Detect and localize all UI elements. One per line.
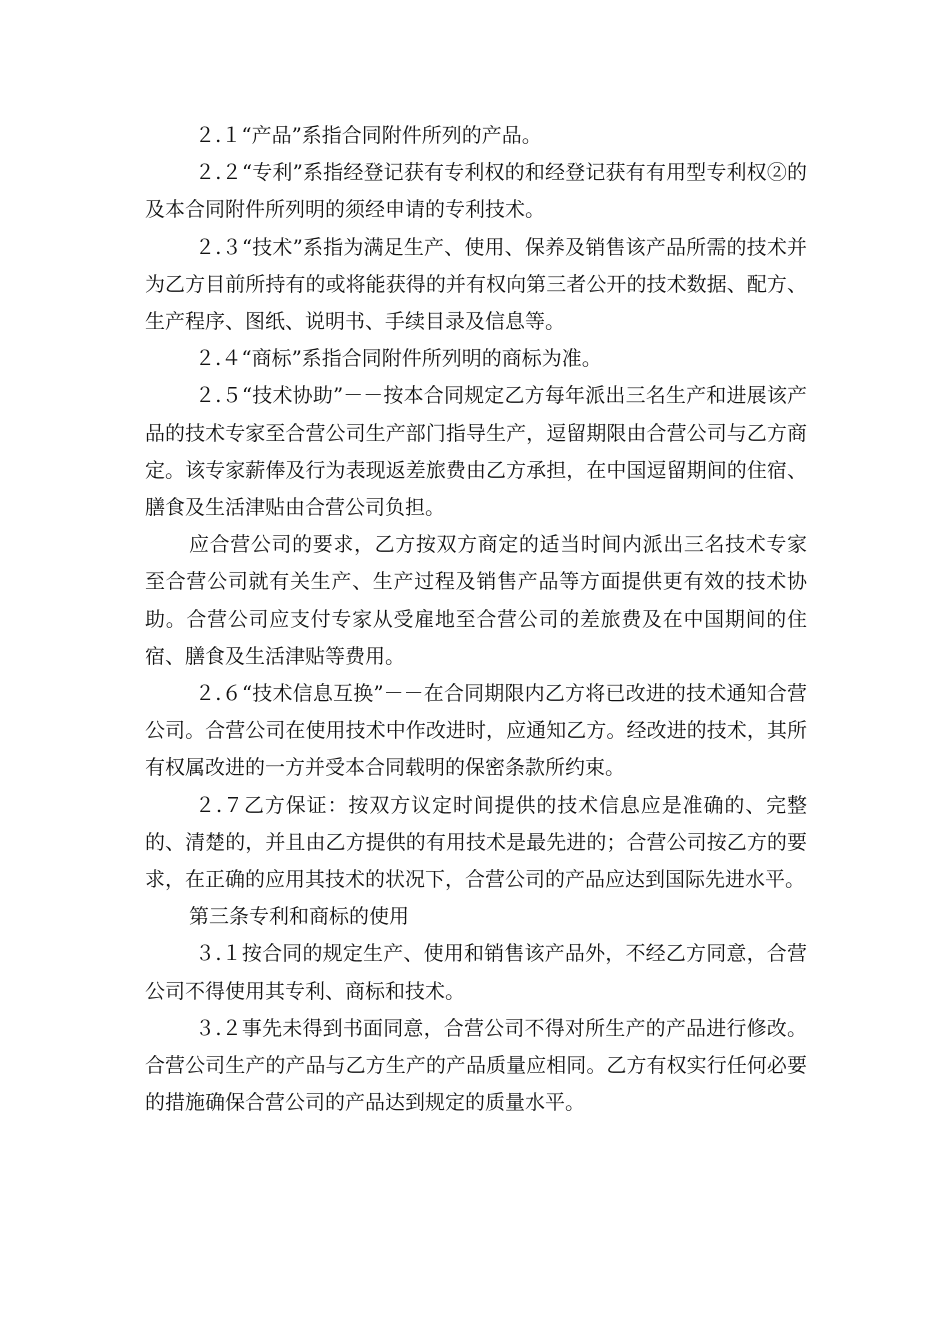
clause-2-6: ２.６“技术信息互换”－－在合同期限内乙方将已改进的技术通知合营公司。合营公司在使用技术中作改进时，应通知乙方。经改进的技术，其所有权属改进的一方并受本合同载明的保密条款所约束。 — [145, 681, 807, 780]
clause-2-3: ２.３“技术”系指为满足生产、使用、保养及销售该产品所需的技术并为乙方目前所持有的或将能获得的并有权向第三者公开的技术数据、配方、生产程序、图纸、说明书、手续目录及信息等。 — [145, 234, 807, 334]
clause-2-1: ２.１“产品”系指合同附件所列的产品。 — [195, 123, 542, 147]
clause-3-2: ３.２事先未得到书面同意，合营公司不得对所生产的产品进行修改。合营公司生产的产品与乙方生产的产品质量应相同。乙方有权实行任何必要的措施确保合营公司的产品达到规定的质量水平。 — [145, 1015, 807, 1115]
clause-2-5: ２.５“技术协助”－－按本合同规定乙方每年派出三名生产和进展该产品的技术专家至合营公司生产部门指导生产，逗留期限由合营公司与乙方商定。该专家薪俸及行为表现返差旅费由乙方承担，在中国逗留期间的住宿、膳食及生活津贴由合营公司负担。 — [145, 383, 807, 520]
document-body — [145, 117, 807, 1121]
clause-2-7: ２.７乙方保证：按双方议定时间提供的技术信息应是准确的、完整的、清楚的，并且由乙方提供的有用技术是最先进的；合营公司按乙方的要求，在正确的应用其技术的状况下，合营公司的产品应达到国际先进水平。 — [145, 792, 807, 892]
clause-3-1: ３.１按合同的规定生产、使用和销售该产品外，不经乙方同意，合营公司不得使用其专利、商标和技术。 — [145, 941, 807, 1003]
article-3-heading: 第三条专利和商标的使用 — [189, 904, 409, 929]
clause-2-5-continued: 应合营公司的要求，乙方按双方商定的适当时间内派出三名技术专家至合营公司就有关生产、生产过程及销售产品等方面提供更有效的技术协助。合营公司应支付专家从受雇地至合营公司的差旅费及在中国期间的住宿、膳食及生活津贴等费用。 — [145, 532, 807, 668]
clause-2-4: ２.４“商标”系指合同附件所列明的商标为准。 — [195, 346, 602, 371]
clause-2-2: ２.２“专利”系指经登记获有专利权的和经登记获有有用型专利权②的及本合同附件所列明的须经申请的专利技术。 — [145, 160, 807, 222]
